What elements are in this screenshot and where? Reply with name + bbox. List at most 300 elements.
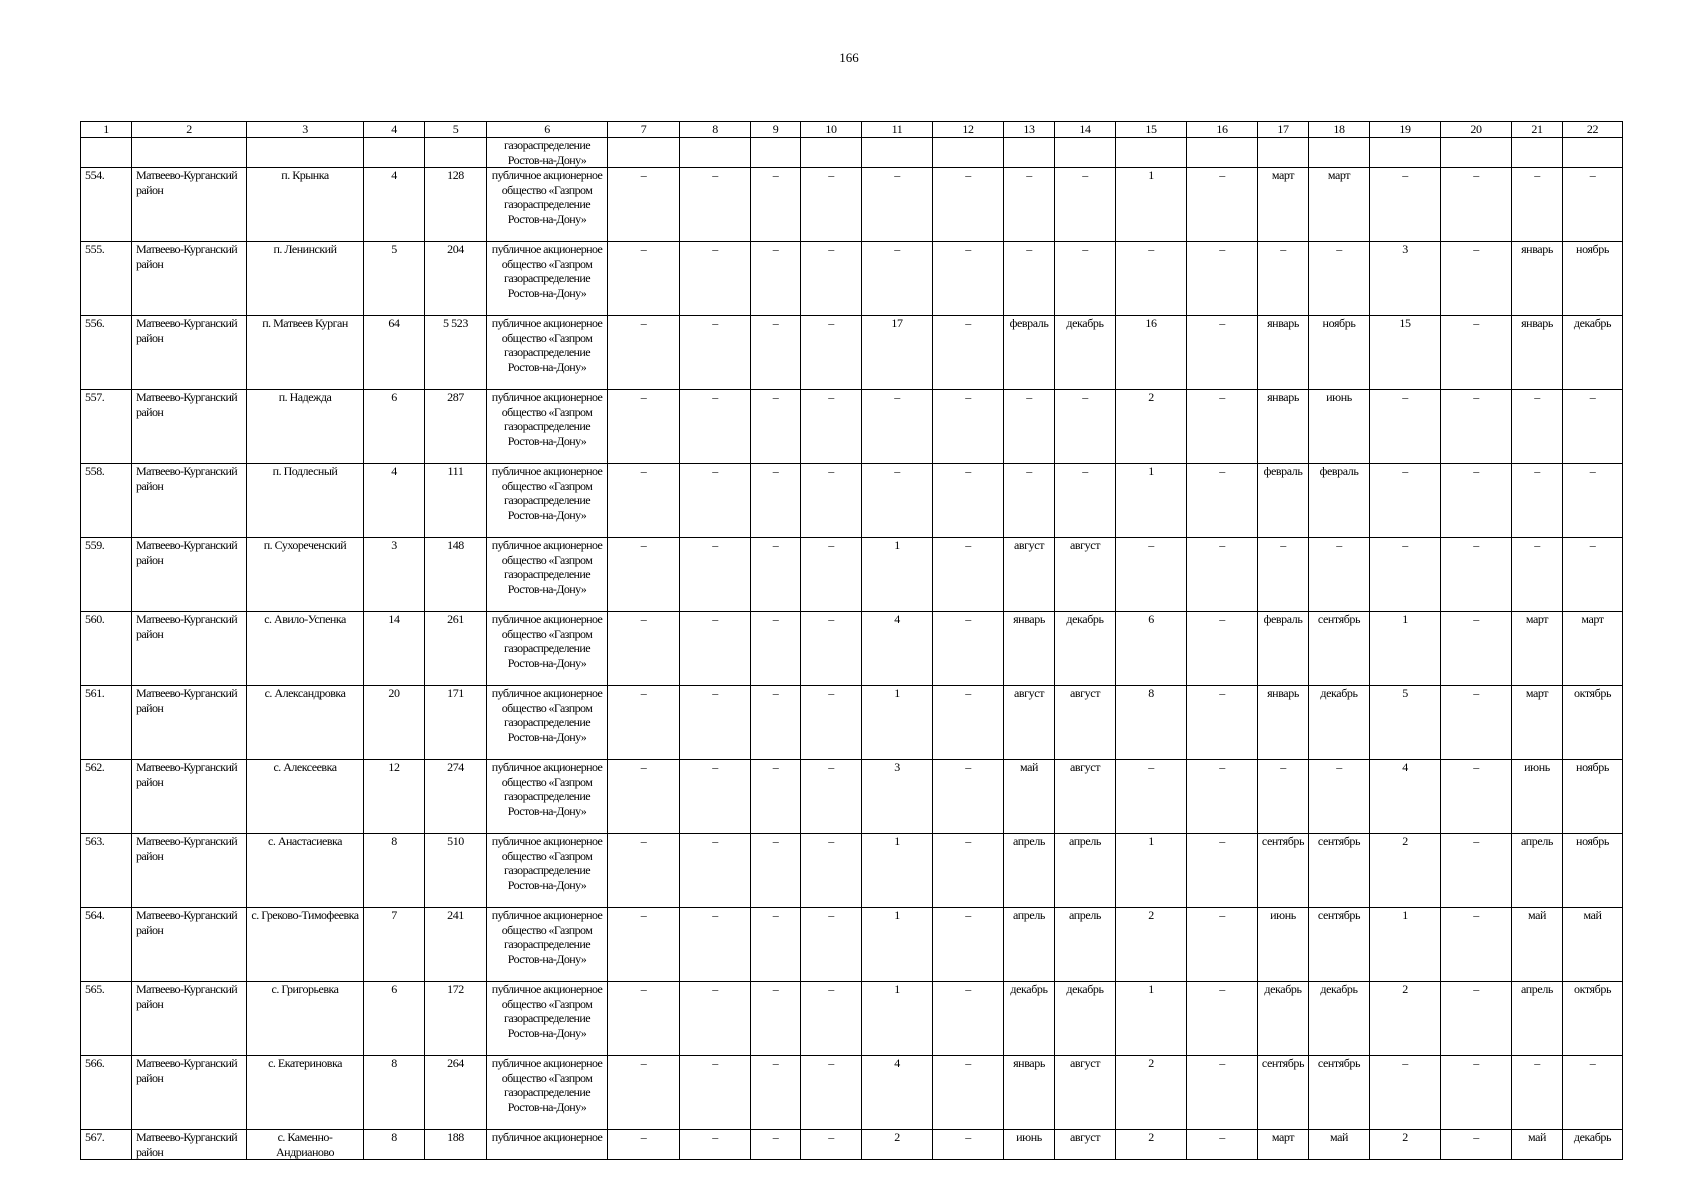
value-cell-col9: –: [751, 390, 801, 464]
value-cell-col20: –: [1441, 538, 1512, 612]
value-cell-col11: 17: [862, 316, 933, 390]
empty-cell: [425, 138, 487, 168]
value-cell-col7: –: [608, 982, 680, 1056]
table-row: [81, 760, 1623, 834]
empty-cell: [81, 138, 132, 168]
value-cell-col13: апрель: [1004, 908, 1055, 982]
row-number: 561.: [81, 686, 132, 760]
value-cell-col22: декабрь: [1563, 316, 1623, 390]
value-cell-col11: 1: [862, 686, 933, 760]
value-cell-col12: –: [933, 612, 1004, 686]
value-cell-col16: –: [1187, 760, 1258, 834]
value-cell-col11: –: [862, 390, 933, 464]
value-cell-col11: –: [862, 242, 933, 316]
value-cell-col17: декабрь: [1258, 982, 1309, 1056]
value-cell-col8: –: [680, 242, 751, 316]
continuation-row: [81, 138, 1623, 168]
value-cell-col21: май: [1512, 1130, 1563, 1160]
empty-cell: [247, 138, 364, 168]
value-cell-col16: –: [1187, 612, 1258, 686]
organization-cell: публичное акционерное общество «Газпром газораспределение Ростов-на-Дону»: [487, 168, 608, 242]
value-cell-col10: –: [801, 1056, 862, 1130]
value-cell-col14: декабрь: [1055, 316, 1116, 390]
value-cell-col7: –: [608, 390, 680, 464]
table-row: [81, 390, 1623, 464]
district-cell: Матвеево-Курганский район: [132, 612, 247, 686]
value-cell-col9: –: [751, 982, 801, 1056]
value-cell-col13: январь: [1004, 1056, 1055, 1130]
value-cell-col10: –: [801, 316, 862, 390]
value-cell-col7: –: [608, 908, 680, 982]
value-cell-col10: –: [801, 760, 862, 834]
value-cell-col4: 20: [364, 686, 425, 760]
value-cell-col22: ноябрь: [1563, 760, 1623, 834]
district-cell: Матвеево-Курганский район: [132, 760, 247, 834]
organization-cell: газораспределение Ростов-на-Дону»: [487, 138, 608, 168]
value-cell-col12: –: [933, 908, 1004, 982]
row-number: 556.: [81, 316, 132, 390]
value-cell-col12: –: [933, 1130, 1004, 1160]
column-number: 17: [1258, 122, 1309, 138]
empty-cell: [608, 138, 680, 168]
value-cell-col21: –: [1512, 1056, 1563, 1130]
value-cell-col16: –: [1187, 834, 1258, 908]
value-cell-col15: 2: [1116, 908, 1187, 982]
value-cell-col7: –: [608, 538, 680, 612]
district-cell: Матвеево-Курганский район: [132, 464, 247, 538]
table-row: [81, 464, 1623, 538]
value-cell-col19: 3: [1370, 242, 1441, 316]
value-cell-col18: февраль: [1309, 464, 1370, 538]
table-row: [81, 1056, 1623, 1130]
district-cell: Матвеево-Курганский район: [132, 316, 247, 390]
value-cell-col5: 5 523: [425, 316, 487, 390]
value-cell-col9: –: [751, 242, 801, 316]
value-cell-col12: –: [933, 982, 1004, 1056]
value-cell-col19: 1: [1370, 908, 1441, 982]
value-cell-col19: 2: [1370, 834, 1441, 908]
value-cell-col15: 1: [1116, 464, 1187, 538]
value-cell-col19: 15: [1370, 316, 1441, 390]
value-cell-col16: –: [1187, 908, 1258, 982]
empty-cell: [1116, 138, 1187, 168]
row-number: 558.: [81, 464, 132, 538]
value-cell-col4: 12: [364, 760, 425, 834]
column-number: 19: [1370, 122, 1441, 138]
value-cell-col5: 264: [425, 1056, 487, 1130]
value-cell-col18: сентябрь: [1309, 908, 1370, 982]
value-cell-col11: –: [862, 168, 933, 242]
value-cell-col20: –: [1441, 168, 1512, 242]
value-cell-col4: 4: [364, 464, 425, 538]
value-cell-col18: сентябрь: [1309, 834, 1370, 908]
settlement-cell: п. Сухореченский: [247, 538, 364, 612]
value-cell-col10: –: [801, 686, 862, 760]
value-cell-col17: –: [1258, 242, 1309, 316]
value-cell-col19: –: [1370, 464, 1441, 538]
value-cell-col8: –: [680, 1056, 751, 1130]
value-cell-col19: –: [1370, 390, 1441, 464]
value-cell-col4: 8: [364, 1056, 425, 1130]
empty-cell: [680, 138, 751, 168]
settlement-cell: п. Ленинский: [247, 242, 364, 316]
column-number: 7: [608, 122, 680, 138]
empty-cell: [862, 138, 933, 168]
column-number: 2: [132, 122, 247, 138]
value-cell-col18: май: [1309, 1130, 1370, 1160]
value-cell-col7: –: [608, 168, 680, 242]
column-number: 3: [247, 122, 364, 138]
value-cell-col12: –: [933, 316, 1004, 390]
value-cell-col16: –: [1187, 538, 1258, 612]
table-row: [81, 612, 1623, 686]
value-cell-col12: –: [933, 686, 1004, 760]
empty-cell: [1187, 138, 1258, 168]
value-cell-col8: –: [680, 686, 751, 760]
value-cell-col9: –: [751, 316, 801, 390]
empty-cell: [751, 138, 801, 168]
value-cell-col16: –: [1187, 464, 1258, 538]
value-cell-col21: –: [1512, 168, 1563, 242]
value-cell-col9: –: [751, 168, 801, 242]
table-row: [81, 168, 1623, 242]
value-cell-col13: –: [1004, 242, 1055, 316]
value-cell-col20: –: [1441, 1130, 1512, 1160]
table-body: [81, 122, 1623, 1160]
value-cell-col11: 1: [862, 982, 933, 1056]
settlement-cell: с. Алексеевка: [247, 760, 364, 834]
value-cell-col4: 4: [364, 168, 425, 242]
column-number: 11: [862, 122, 933, 138]
settlement-cell: с. Екатериновка: [247, 1056, 364, 1130]
table-row: [81, 316, 1623, 390]
value-cell-col21: –: [1512, 538, 1563, 612]
value-cell-col16: –: [1187, 168, 1258, 242]
value-cell-col14: апрель: [1055, 834, 1116, 908]
settlement-cell: п. Крынка: [247, 168, 364, 242]
value-cell-col17: январь: [1258, 390, 1309, 464]
district-cell: Матвеево-Курганский район: [132, 390, 247, 464]
value-cell-col5: 261: [425, 612, 487, 686]
value-cell-col8: –: [680, 982, 751, 1056]
row-number: 560.: [81, 612, 132, 686]
value-cell-col4: 3: [364, 538, 425, 612]
column-number: 22: [1563, 122, 1623, 138]
organization-cell: публичное акционерное общество «Газпром газораспределение Ростов-на-Дону»: [487, 464, 608, 538]
value-cell-col13: –: [1004, 390, 1055, 464]
value-cell-col4: 7: [364, 908, 425, 982]
value-cell-col18: ноябрь: [1309, 316, 1370, 390]
value-cell-col17: март: [1258, 168, 1309, 242]
value-cell-col15: 6: [1116, 612, 1187, 686]
value-cell-col7: –: [608, 242, 680, 316]
value-cell-col7: –: [608, 1130, 680, 1160]
value-cell-col9: –: [751, 908, 801, 982]
value-cell-col16: –: [1187, 1130, 1258, 1160]
value-cell-col5: 148: [425, 538, 487, 612]
value-cell-col9: –: [751, 834, 801, 908]
value-cell-col18: декабрь: [1309, 686, 1370, 760]
row-number: 562.: [81, 760, 132, 834]
value-cell-col8: –: [680, 760, 751, 834]
value-cell-col22: октябрь: [1563, 982, 1623, 1056]
value-cell-col19: 5: [1370, 686, 1441, 760]
value-cell-col19: –: [1370, 168, 1441, 242]
value-cell-col22: март: [1563, 612, 1623, 686]
table-row: [81, 686, 1623, 760]
settlement-cell: с. Греково-Тимофеевка: [247, 908, 364, 982]
row-number: 559.: [81, 538, 132, 612]
value-cell-col16: –: [1187, 686, 1258, 760]
empty-cell: [132, 138, 247, 168]
value-cell-col16: –: [1187, 1056, 1258, 1130]
value-cell-col13: июнь: [1004, 1130, 1055, 1160]
value-cell-col17: март: [1258, 1130, 1309, 1160]
value-cell-col14: декабрь: [1055, 982, 1116, 1056]
value-cell-col7: –: [608, 612, 680, 686]
column-number: 14: [1055, 122, 1116, 138]
value-cell-col10: –: [801, 242, 862, 316]
value-cell-col14: –: [1055, 464, 1116, 538]
organization-cell: публичное акционерное общество «Газпром газораспределение Ростов-на-Дону»: [487, 834, 608, 908]
value-cell-col11: 2: [862, 1130, 933, 1160]
row-number: 567.: [81, 1130, 132, 1160]
value-cell-col20: –: [1441, 242, 1512, 316]
empty-cell: [1258, 138, 1309, 168]
value-cell-col15: 1: [1116, 834, 1187, 908]
value-cell-col17: июнь: [1258, 908, 1309, 982]
value-cell-col17: –: [1258, 538, 1309, 612]
value-cell-col9: –: [751, 538, 801, 612]
value-cell-col7: –: [608, 316, 680, 390]
empty-cell: [1055, 138, 1116, 168]
value-cell-col15: 1: [1116, 982, 1187, 1056]
value-cell-col21: –: [1512, 390, 1563, 464]
value-cell-col13: май: [1004, 760, 1055, 834]
value-cell-col10: –: [801, 464, 862, 538]
value-cell-col13: январь: [1004, 612, 1055, 686]
value-cell-col14: апрель: [1055, 908, 1116, 982]
value-cell-col15: 2: [1116, 1056, 1187, 1130]
value-cell-col16: –: [1187, 982, 1258, 1056]
value-cell-col15: 2: [1116, 390, 1187, 464]
value-cell-col11: –: [862, 464, 933, 538]
value-cell-col5: 128: [425, 168, 487, 242]
value-cell-col20: –: [1441, 834, 1512, 908]
value-cell-col4: 8: [364, 834, 425, 908]
value-cell-col17: –: [1258, 760, 1309, 834]
value-cell-col22: ноябрь: [1563, 242, 1623, 316]
value-cell-col8: –: [680, 834, 751, 908]
value-cell-col14: декабрь: [1055, 612, 1116, 686]
organization-cell: публичное акционерное общество «Газпром газораспределение Ростов-на-Дону»: [487, 908, 608, 982]
value-cell-col17: январь: [1258, 316, 1309, 390]
value-cell-col11: 1: [862, 908, 933, 982]
empty-cell: [1441, 138, 1512, 168]
value-cell-col5: 241: [425, 908, 487, 982]
value-cell-col10: –: [801, 1130, 862, 1160]
value-cell-col14: август: [1055, 760, 1116, 834]
value-cell-col8: –: [680, 612, 751, 686]
empty-cell: [1309, 138, 1370, 168]
value-cell-col19: –: [1370, 538, 1441, 612]
organization-cell: публичное акционерное общество «Газпром газораспределение Ростов-на-Дону»: [487, 242, 608, 316]
value-cell-col16: –: [1187, 316, 1258, 390]
value-cell-col15: 1: [1116, 168, 1187, 242]
value-cell-col10: –: [801, 982, 862, 1056]
value-cell-col17: январь: [1258, 686, 1309, 760]
value-cell-col5: 172: [425, 982, 487, 1056]
value-cell-col15: –: [1116, 242, 1187, 316]
district-cell: Матвеево-Курганский район: [132, 686, 247, 760]
organization-cell: публичное акционерное общество «Газпром газораспределение Ростов-на-Дону»: [487, 760, 608, 834]
value-cell-col12: –: [933, 464, 1004, 538]
gasification-table: [80, 121, 1623, 1160]
column-number: 8: [680, 122, 751, 138]
column-number: 13: [1004, 122, 1055, 138]
district-cell: Матвеево-Курганский район: [132, 1056, 247, 1130]
value-cell-col7: –: [608, 760, 680, 834]
value-cell-col12: –: [933, 760, 1004, 834]
row-number: 564.: [81, 908, 132, 982]
value-cell-col5: 188: [425, 1130, 487, 1160]
value-cell-col19: 2: [1370, 1130, 1441, 1160]
value-cell-col8: –: [680, 464, 751, 538]
column-number: 12: [933, 122, 1004, 138]
value-cell-col18: –: [1309, 760, 1370, 834]
value-cell-col10: –: [801, 612, 862, 686]
empty-cell: [933, 138, 1004, 168]
value-cell-col5: 111: [425, 464, 487, 538]
district-cell: Матвеево-Курганский район: [132, 908, 247, 982]
value-cell-col15: –: [1116, 538, 1187, 612]
column-number-row: [81, 122, 1623, 138]
organization-cell: публичное акционерное общество «Газпром газораспределение Ростов-на-Дону»: [487, 612, 608, 686]
value-cell-col7: –: [608, 686, 680, 760]
value-cell-col22: октябрь: [1563, 686, 1623, 760]
empty-cell: [364, 138, 425, 168]
value-cell-col11: 4: [862, 612, 933, 686]
row-number: 557.: [81, 390, 132, 464]
value-cell-col8: –: [680, 1130, 751, 1160]
value-cell-col5: 171: [425, 686, 487, 760]
empty-cell: [801, 138, 862, 168]
value-cell-col13: декабрь: [1004, 982, 1055, 1056]
value-cell-col13: август: [1004, 686, 1055, 760]
value-cell-col11: 4: [862, 1056, 933, 1130]
value-cell-col11: 3: [862, 760, 933, 834]
value-cell-col18: июнь: [1309, 390, 1370, 464]
column-number: 20: [1441, 122, 1512, 138]
value-cell-col18: сентябрь: [1309, 612, 1370, 686]
value-cell-col4: 6: [364, 982, 425, 1056]
value-cell-col9: –: [751, 686, 801, 760]
value-cell-col20: –: [1441, 760, 1512, 834]
organization-cell: публичное акционерное общество «Газпром газораспределение Ростов-на-Дону»: [487, 686, 608, 760]
value-cell-col22: –: [1563, 390, 1623, 464]
value-cell-col4: 5: [364, 242, 425, 316]
value-cell-col20: –: [1441, 686, 1512, 760]
value-cell-col21: –: [1512, 464, 1563, 538]
organization-cell: публичное акционерное общество «Газпром газораспределение Ростов-на-Дону»: [487, 1056, 608, 1130]
organization-cell: публичное акционерное общество «Газпром газораспределение Ростов-на-Дону»: [487, 316, 608, 390]
table-row: [81, 834, 1623, 908]
value-cell-col11: 1: [862, 538, 933, 612]
value-cell-col17: сентябрь: [1258, 834, 1309, 908]
value-cell-col8: –: [680, 908, 751, 982]
value-cell-col4: 64: [364, 316, 425, 390]
value-cell-col21: апрель: [1512, 982, 1563, 1056]
value-cell-col15: 16: [1116, 316, 1187, 390]
value-cell-col20: –: [1441, 316, 1512, 390]
value-cell-col10: –: [801, 908, 862, 982]
district-cell: Матвеево-Курганский район: [132, 168, 247, 242]
value-cell-col9: –: [751, 464, 801, 538]
table-row: [81, 242, 1623, 316]
value-cell-col22: ноябрь: [1563, 834, 1623, 908]
value-cell-col11: 1: [862, 834, 933, 908]
settlement-cell: с. Александровка: [247, 686, 364, 760]
value-cell-col20: –: [1441, 982, 1512, 1056]
value-cell-col22: декабрь: [1563, 1130, 1623, 1160]
value-cell-col16: –: [1187, 242, 1258, 316]
value-cell-col8: –: [680, 316, 751, 390]
value-cell-col9: –: [751, 612, 801, 686]
value-cell-col12: –: [933, 1056, 1004, 1130]
value-cell-col9: –: [751, 760, 801, 834]
value-cell-col19: –: [1370, 1056, 1441, 1130]
value-cell-col21: июнь: [1512, 760, 1563, 834]
table-row: [81, 1130, 1623, 1160]
settlement-cell: с. Каменно-Андрианово: [247, 1130, 364, 1160]
value-cell-col9: –: [751, 1056, 801, 1130]
value-cell-col15: 2: [1116, 1130, 1187, 1160]
organization-cell: публичное акционерное общество «Газпром газораспределение Ростов-на-Дону»: [487, 390, 608, 464]
value-cell-col17: февраль: [1258, 464, 1309, 538]
value-cell-col8: –: [680, 390, 751, 464]
value-cell-col20: –: [1441, 390, 1512, 464]
value-cell-col5: 204: [425, 242, 487, 316]
district-cell: Матвеево-Курганский район: [132, 1130, 247, 1160]
column-number: 1: [81, 122, 132, 138]
value-cell-col21: январь: [1512, 316, 1563, 390]
value-cell-col17: февраль: [1258, 612, 1309, 686]
organization-cell: публичное акционерное общество «Газпром газораспределение Ростов-на-Дону»: [487, 982, 608, 1056]
value-cell-col10: –: [801, 834, 862, 908]
value-cell-col21: март: [1512, 686, 1563, 760]
organization-cell: публичное акционерное общество «Газпром газораспределение Ростов-на-Дону»: [487, 538, 608, 612]
value-cell-col21: май: [1512, 908, 1563, 982]
value-cell-col18: сентябрь: [1309, 1056, 1370, 1130]
settlement-cell: п. Надежда: [247, 390, 364, 464]
value-cell-col5: 287: [425, 390, 487, 464]
empty-cell: [1370, 138, 1441, 168]
value-cell-col18: –: [1309, 538, 1370, 612]
settlement-cell: с. Авило-Успенка: [247, 612, 364, 686]
value-cell-col19: 4: [1370, 760, 1441, 834]
value-cell-col5: 274: [425, 760, 487, 834]
value-cell-col21: март: [1512, 612, 1563, 686]
district-cell: Матвеево-Курганский район: [132, 982, 247, 1056]
value-cell-col10: –: [801, 538, 862, 612]
value-cell-col13: август: [1004, 538, 1055, 612]
column-number: 15: [1116, 122, 1187, 138]
value-cell-col10: –: [801, 168, 862, 242]
page-number: 166: [839, 50, 859, 65]
settlement-cell: с. Анастасиевка: [247, 834, 364, 908]
value-cell-col9: –: [751, 1130, 801, 1160]
district-cell: Матвеево-Курганский район: [132, 242, 247, 316]
